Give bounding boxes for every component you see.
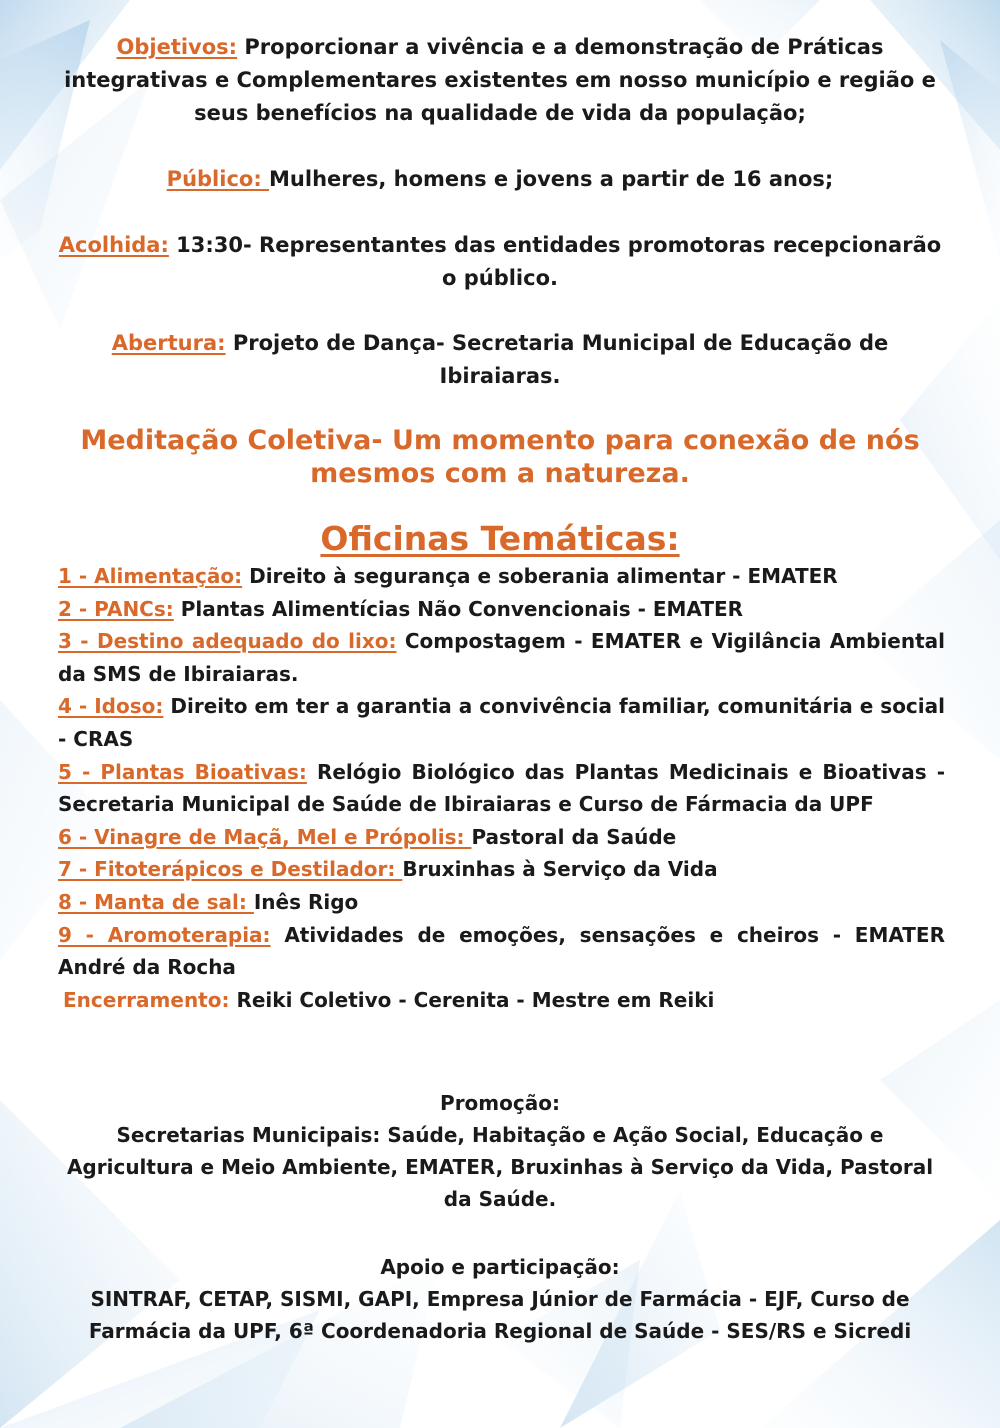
workshop-text: Bruxinhas à Serviço da Vida: [402, 857, 718, 882]
workshop-text: Plantas Alimentícias Não Convencionais - EMATER: [173, 596, 744, 621]
meditacao-heading: Meditação Coletiva- Um momento para conexão de nós mesmos com a natureza.: [80, 425, 920, 489]
publico-label: Público:: [166, 167, 270, 191]
workshop-label: 5 - Plantas Bioativas:: [58, 759, 307, 784]
workshop-text: Pastoral da Saúde: [471, 824, 677, 849]
workshop-list: [58, 560, 945, 1016]
workshop-text: Atividades de emoções, sensações e cheiros - EMATER André da Rocha: [58, 922, 945, 980]
abertura-text: Projeto de Dança- Secretaria Municipal de Educação de Ibiraiaras.: [225, 331, 889, 388]
publico-text: Mulheres, homens e jovens a partir de 16 anos;: [269, 167, 834, 191]
apoio-section: [55, 1251, 945, 1347]
promocao-heading: Promoção:: [440, 1091, 560, 1115]
publico-section: [55, 163, 945, 196]
workshop-item-3: [58, 625, 945, 690]
workshop-label: 1 - Alimentação:: [58, 564, 243, 588]
oficinas-title: [0, 517, 1000, 561]
encerramento-item: [58, 984, 945, 1017]
workshop-item-8: [58, 886, 945, 919]
abertura-section: [55, 327, 945, 393]
workshop-text: Inês Rigo: [253, 889, 359, 914]
acolhida-text: 13:30- Representantes das entidades promotoras recepcionarão o público.: [168, 233, 942, 290]
abertura-label: Abertura:: [111, 331, 226, 355]
workshop-label: 4 - Idoso:: [58, 694, 164, 719]
acolhida-label: Acolhida:: [58, 233, 169, 257]
workshop-label: 9 - Aromoterapia:: [58, 922, 271, 947]
promocao-text: Secretarias Municipais: Saúde, Habitação e Ação Social, Educação e Agricultura e Meio Ambiente, EMATER, Bruxinhas à Serviço da Vida, Pastoral da Saúde.: [66, 1123, 934, 1211]
acolhida-section: [55, 229, 945, 295]
workshop-item-7: [58, 853, 945, 886]
objetivos-section: [55, 31, 945, 130]
apoio-text: SINTRAF, CETAP, SISMI, GAPI, Empresa Júnior de Farmácia - EJF, Curso de Farmácia da UPF, 6ª Coordenadoria Regional de Saúde - SES/RS e Sicredi: [88, 1287, 912, 1343]
workshop-item-6: [58, 821, 945, 854]
workshop-label: 8 - Manta de sal:: [58, 889, 254, 914]
objetivos-label: Objetivos:: [116, 35, 238, 59]
objetivos-text: Proporcionar a vivência e a demonstração de Práticas integrativas e Complementares existentes em nosso município e região e seus benefícios na qualidade de vida da população;: [64, 35, 936, 125]
workshop-text: Direito em ter a garantia a convivência familiar, comunitária e social - CRAS: [58, 694, 945, 751]
workshop-item-9: [58, 919, 945, 984]
promocao-section: [60, 1087, 940, 1215]
encerramento-text: Reiki Coletivo - Cerenita - Mestre em Reiki: [229, 987, 715, 1012]
apoio-heading: Apoio e participação:: [380, 1255, 620, 1279]
workshop-label: 3 - Destino adequado do lixo:: [58, 629, 397, 654]
workshop-item-1: [58, 560, 945, 593]
oficinas-title-text: Oficinas Temáticas:: [320, 519, 680, 558]
workshop-text: Direito à segurança e soberania alimentar - EMATER: [242, 564, 838, 588]
workshop-item-2: [58, 593, 945, 626]
workshop-text: Compostagem - EMATER e Vigilância Ambiental da SMS de Ibiraiaras.: [58, 629, 945, 686]
workshop-item-4: [58, 690, 945, 755]
workshop-item-5: [58, 756, 945, 821]
workshop-text: Relógio Biológico das Plantas Medicinais e Bioativas - Secretaria Municipal de Saúde de Ibiraiaras e Curso de Fármacia da UPF: [58, 759, 945, 817]
workshop-label: 7 - Fitoterápicos e Destilador:: [58, 857, 403, 882]
encerramento-label: Encerramento:: [63, 987, 230, 1012]
workshop-label: 2 - PANCs:: [58, 596, 174, 621]
workshop-label: 6 - Vinagre de Maçã, Mel e Própolis:: [58, 824, 472, 849]
